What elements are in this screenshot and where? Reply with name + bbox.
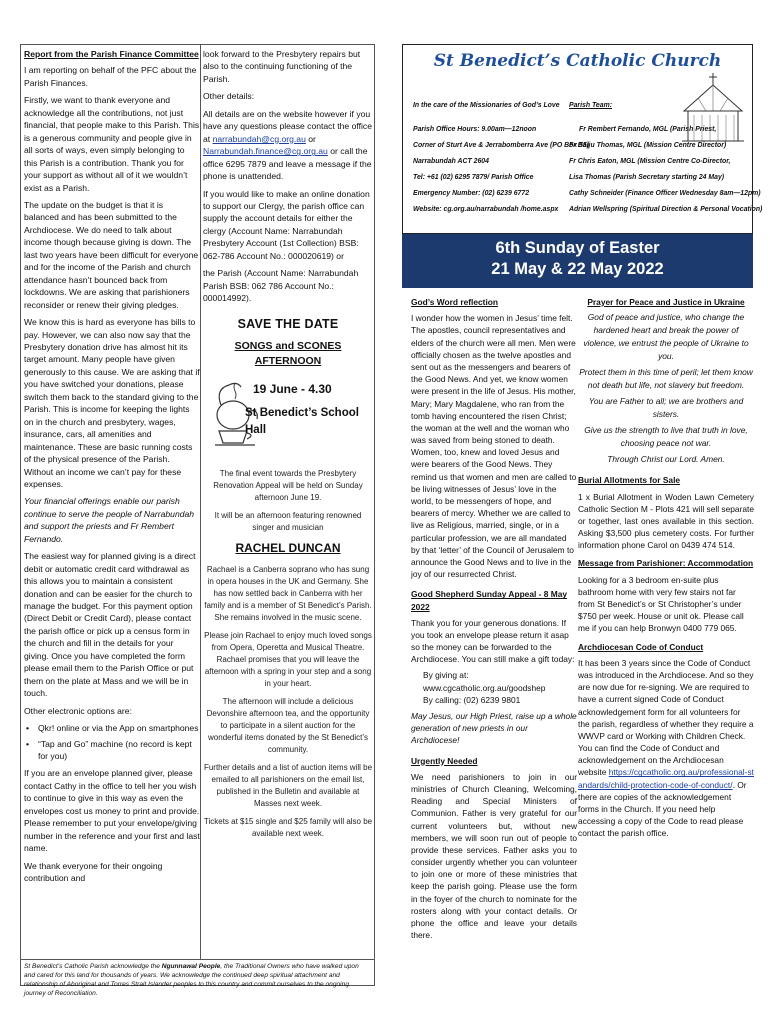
team-member: Fr Chris Eaton, MGL (Mission Centre Co-Director, [569,158,731,165]
word-reflection-heading: God’s Word reflection [411,297,499,307]
event-paragraph: It will be an afternoon featuring renowned singer and musician [214,511,362,533]
accommodation-text: Looking for a 3 bedroom en-suite plus bathroom home with very few stairs not far from St Benedict’s or St Christopher’s under $750 per week. House or unit ok. Please call me if you can help Bronwyn 0400 779 065. [578,574,744,634]
finance-heading: Report from the Parish Finance Committee [24,49,199,59]
prayer-line: Give us the strength to live that truth in love, choosing peace not war. [584,425,748,449]
list-item: • “Tap and Go” machine (no record is kept for you) [24,738,200,763]
church-header [402,44,763,234]
finance-paragraph: The update on the budget is that it is balanced and has been submitted to the Archdiocese. We do need to talk about income though because giving is down. The last two years have been difficult for everyone and for the income of the Parish and church attendance hasn’t bounced back from lockdowns. We are asking that parishioners reconsider or renew their giving pledges. [24,199,199,310]
conduct-heading: Archdiocesan Code of Conduct [578,641,704,652]
finance-column [24,48,200,890]
electronic-options-label: Other electronic options are: [24,705,132,716]
conduct-body-end: . Or there are copies of the acknowledgement forms in the Church. If you need help accessing a copy of the Code to read please contact the parish office. [578,779,747,839]
donation-paragraph: If you would like to make an online donation to support our Clergy, the parish office can supply the account details for either the clergy (Account Name: Narrabundah Presbytery Account (1st Collection) BSB: 062-786 Account No.: 000020619) or [203,188,370,261]
appeal-heading: Good Shepherd Sunday Appeal - 8 May 2022 [411,589,568,612]
header-info-line: Narrabundah ACT 2604 [413,158,489,165]
performer-paragraph: Rachael is a Canberra soprano who has sung in opera houses in the UK and Germany. She has now settled back in Canberra with her family and is a member of St Benedict’s Parish. She remains involved in the music scene. [204,564,372,622]
notices-column [578,296,754,844]
finance-paragraph: Firstly, we want to thank everyone and acknowledge all the contributions, not just financial, that people make to this Parish. This is a generous community and people give in all sorts of ways, even simply belonging to this Parish is a contribution. Thank you for your support as without all of it we wouldn’t exist as a Parish. [24,95,200,193]
finance-email-link[interactable]: Narrabundah.finance@cg.org.au [203,146,328,157]
care-line: In the care of the Missionaries of God’s Love [413,102,560,109]
team-member: Adrian Wellspring (Spiritual Direction & Personal Vocation) [569,206,763,213]
burial-heading: Burial Allotments for Sale [578,475,681,486]
urgent-text: We need parishioners to join in our ministries of Church Cleaning, Welcoming, Reading and Special Ministers of Communion. Father is very grateful for our current volunteers but, without new members, we will soon run out of people to provide these services. Father asks you to consider urgently whether you can volunteer to join one or more of these ministries that keep the parish going. Please use the form in the foyer of the church to nominate for the rosters along with your contact details. Or phone the office and leave your details there. [411,771,577,941]
header-info-line: Parish Office Hours: 9.00am—12noon [413,126,537,133]
performer-paragraph: The afternoon will include a delicious Devonshire afternoon tea, and the opportunity to participate in a silent auction for the wonderful items donated by the St Benedict’s community. [206,696,370,754]
header-info-line: Corner of Sturt Ave & Jerrabomberra Ave (PO Box 55) [413,142,590,149]
or-text: or [308,133,316,144]
give-call-line: By calling: (02) 6239 9801 [423,694,521,705]
office-email-link[interactable]: narrabundah@cg.org.au [212,133,306,144]
event-clipart [203,375,373,460]
prayer-text [578,311,754,466]
donation-paragraph-2: the Parish (Account Name: Narrabundah Parish BSB: 062 786 Account No.: 000014992). [203,268,359,304]
church-name: St Benedict’s Catholic Church [433,51,722,71]
prayer-line: God of peace and justice, who change the hardened heart and break the power of violence, we entrust the people of Ukraine to you. [583,312,749,362]
event-paragraph: The final event towards the Presbytery Renovation Appeal will be held on Sunday afternoon June 19. [213,469,363,503]
planned-giving-paragraph: The easiest way for planned giving is a direct debit or automatic credit card withdrawal as this allows you to maintain a consistent donation and can be easier for the church to manage the budget. For this payment option (Direct Debit or Credit Card), please contact the parish office or pick up a census form in the church and fill in the details for your giving. Once you have completed the form please email them to the Parish Office or put them on the plate at Mass and we will be in touch. [24,551,196,699]
continued-text: look forward to the Presbytery repairs but also to the continuing functioning of the Parish. [203,49,361,84]
parish-team-label: Parish Team: [569,102,613,109]
team-member: Fr Rembert Fernando, MGL (Parish Priest, [579,126,717,133]
priests-prayer: May Jesus, our High Priest, raise up a whole generation of new priests in our Archdiocese! [411,711,577,746]
ack-people: Ngunnawal People [161,963,221,970]
team-member: Fr Baiju Thomas, MGL (Mission Centre Director) [569,142,727,149]
acknowledgement-of-country [20,959,375,997]
finance-paragraph: We know this is hard as everyone has bills to pay. However, we can also now say that the Presbytery donation drive has almost hit its target amount. Many people have given generously to this cause. We are asking that if you have switched your donations, please switch them back to the standard giving to the Parish. This is income for keeping the lights on in the church and presbytery, wages, insurance, cars, all amenities and maintenance. These are basic running costs of the physical presence of the Parish. Without an income we can’t pay for these expenses. [24,317,200,489]
finance-paragraph: I am reporting on behalf of the PFC about the Parish Finances. [24,65,197,88]
sunday-dates: 21 May & 22 May 2022 [491,260,664,279]
performer-paragraph: Please join Rachael to enjoy much loved songs from Opera, Operetta and Musical Theatre. Rachael promises that you will leave the afternoon with a spring in your step and a song in your heart. [204,630,372,688]
contact-text: All details are on the website however if you have any questions please contact the office at [203,108,372,144]
performer-paragraph: Further details and a list of auction items will be emailed to all parishioners on the email list, published in the Bulletin and available at Masses next week. [203,762,373,808]
word-reflection-text: I wonder how the women in Jesus’ time felt. The apostles, council representatives and elders of the church were all men. Men were officially chosen as the twelve apostles and sent out as the messengers and bearers of the Good News. And yet, we know women were present in the life of Jesus. His mother, Mary; Mary Magdalene, who ran from the tomb having encountered the risen Christ; the woman at the well and the woman who was saved from being stoned to death. Women, too, knew and loved Jesus and were bearers of the Good News. They remind us that women and men are called to be living witnesses of Jesus’ love in the world, to be messengers of hope, and bearers of mercy. Whether we are called to live as Religious, married, single, or in a particular profession, we are all mandated by that ‘letter’ of the Council of Jerusalem to announce the Good News and to live in the joy of our resurrected Christ. [411,313,577,580]
column-divider [200,44,201,959]
burial-text: 1 x Burial Allotment in Woden Lawn Cemetery Catholic Section M - Plots 421 will sell separate or together, last ones available in this section. Asking $3,500 plus cemetery costs. For further information phone Carol on 0439 474 514. [578,491,754,551]
thanks-paragraph: We thank everyone for their ongoing contribution and [24,860,163,884]
contact-text-end: or call the office 6295 7879 and leave a message if the phone is unattended. [203,146,372,182]
ack-text: St Benedict’s Catholic Parish acknowledge the [24,963,162,970]
header-info-line: Tel: +61 (02) 6295 7879/ Parish Office [413,174,534,181]
envelope-paragraph: If you are an envelope planned giver, please contact Cathy in the office to tell her you wish to continue to give in this way as even the envelopes cost us money to print and provide. Please remember to put your envelope/giving number in the reference and your first and last name. [24,768,200,854]
contact-paragraph [203,108,373,183]
header-info-line: Emergency Number: (02) 6239 6772 [413,190,530,197]
urgent-heading: Urgently Needed [411,755,478,766]
church-building-icon [678,71,748,147]
reflection-column [411,296,577,945]
ack-text-end: , the Traditional Owners who have walked upon and cared for this land for thousands of years. We acknowledge the continued deep spiritual attachment and relationship of Aboriginal and Torres Strait Islander peoples to this country and commit ourselves to the ongoing journey of Reconciliation. [24,963,359,997]
liturgical-banner [402,234,753,288]
electronic-options-list [24,722,200,762]
financial-offerings-note: Your financial offerings enable our parish continue to serve the people of Narrabundah and support the priests and Fr Rembert Fernando. [24,496,195,544]
event-date: 19 June - 4.30 [253,382,332,397]
event-place: St Benedict’s School Hall [245,407,359,436]
conduct-link[interactable]: https://cgcatholic.org.au/professional-standards/child-protection-code-of-conduct/ [578,767,754,790]
performer-paragraph: Tickets at $15 single and $25 family will also be available next week. [203,816,373,838]
give-web-line: By giving at: www.cgcatholic.org.au/goodshep [423,670,546,693]
conduct-body: It has been 3 years since the Code of Conduct was introduced in the Archdiocese. And so they are now due for re-signing. We are required to have a current signed Code of Conduct acknowledgement form for all volunteers for the parish, regardless of whether they require a WWVP card or Working with Children Check. You can find the Code of Conduct and acknowledgement on the Archdiocesan website [578,657,754,778]
website-line: Website: cg.org.au/narrabundah /home.aspx [413,206,559,213]
prayer-line: Through Christ our Lord. Amen. [607,454,725,465]
songs-scones-heading: SONGS and SCONES AFTERNOON [234,339,342,367]
events-column [203,48,373,846]
team-member: Lisa Thomas (Parish Secretary starting 24 May) [569,174,725,181]
accommodation-heading: Message from Parishioner: Accommodation [578,558,754,569]
conduct-text [578,657,754,840]
other-details-label: Other details: [203,91,255,102]
team-member: Cathy Schneider (Finance Officer Wednesday 8am—12pm) [569,190,761,197]
prayer-line: You are Father to all; we are brothers and sisters. [588,396,744,420]
save-the-date-heading: SAVE THE DATE [237,316,339,331]
list-item: • Qkr! online or via the App on smartphones [24,722,200,734]
appeal-text: Thank you for your generous donations. If you took an envelope please return it asap so the money can be forwarded to the Archdiocese. You can still make a gift today: [411,617,575,665]
performer-name: RACHEL DUNCAN [235,541,341,556]
prayer-line: Protect them in this time of peril; let them know not death but life, not slavery but freedom. [579,367,753,391]
prayer-heading: Prayer for Peace and Justice in Ukraine [587,297,745,307]
sunday-title: 6th Sunday of Easter [495,239,660,257]
